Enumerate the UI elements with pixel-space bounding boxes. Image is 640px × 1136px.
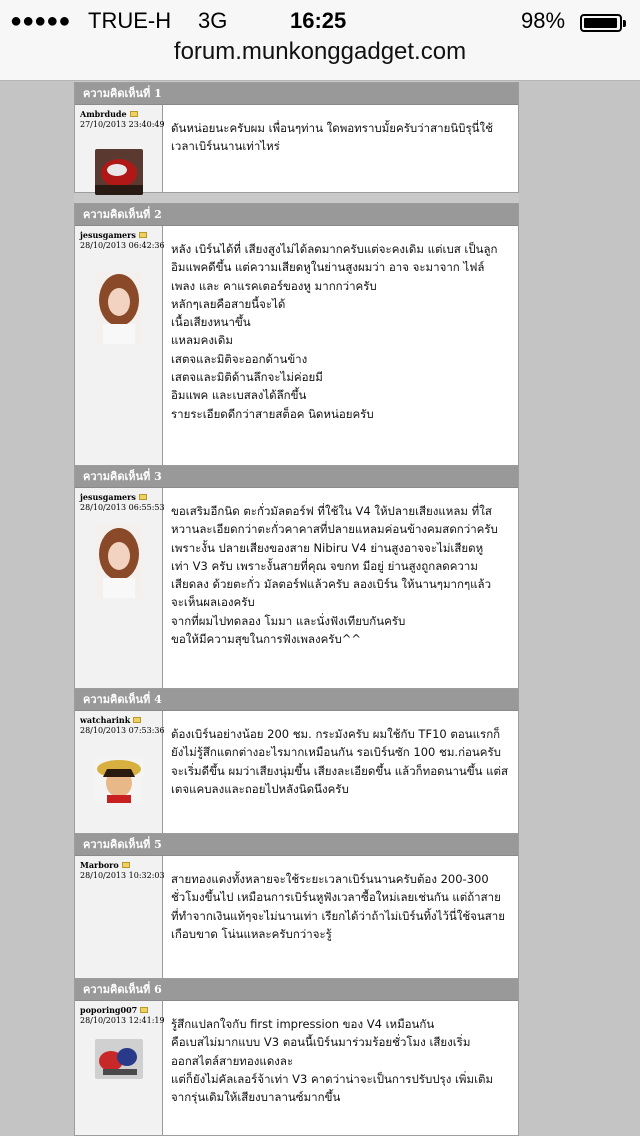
- comment-line: รายระเอียดดีกว่าสายสต็อค นิดหน่อยครับ: [171, 406, 374, 421]
- comment-line: ชั่วโมงขึ้นไป เหมือนการเบิร์นหูฟังเวลาซื้อใหม่เลยเช่นกัน แต่ถ้าสาย: [171, 890, 501, 905]
- comment-date: 27/10/2013 23:40:49: [80, 120, 165, 129]
- comment-line: จากรุ่นเดิมให้เสียงบาลานซ์มากขึ้น: [171, 1090, 341, 1105]
- comment-author-name[interactable]: poporing007: [80, 1005, 138, 1015]
- forum-page: [0, 80, 640, 1136]
- mail-icon[interactable]: [133, 717, 141, 723]
- comment-line: แต่ก็ยังไม่คัลเลอร์จ้าเท่า V3 คาดว่าน่าจะเป็นการปรับปรุง เพิ่มเติม: [171, 1071, 494, 1086]
- comment-line: เตจแคบลงและถอยไปหลังนิดนึงครับ: [171, 781, 349, 796]
- comment-author-name[interactable]: Marboro: [80, 860, 119, 870]
- comment-line: หวานละเอียดกว่าตะกั่วคาคาสที่ปลายแหลมค่อนข้างคมสดกว่าครับ: [171, 522, 498, 537]
- comment-date: 28/10/2013 10:32:03: [80, 871, 165, 880]
- comment-author-name[interactable]: watcharink: [80, 715, 131, 725]
- browser-top-bar: [0, 0, 640, 81]
- comment-line: ที่ทำจากเงินแท้ๆจะไม่นานเท่า เรียกได้ว่าถ้าไม่เบิร์นทิ้งไว้นี่ใช้จนสาย: [171, 908, 505, 923]
- comment-line: จะเห็นผลเองครับ: [171, 595, 255, 610]
- comment-author-panel: [75, 1001, 163, 1135]
- comment-line: เพราะงั้น ปลายเสียงของสาย Nibiru V4 ย่านสูงอาจจะไม่เสียดหู: [171, 540, 484, 555]
- status-time: 16:25: [290, 8, 347, 33]
- comment-author-name[interactable]: Ambrdude: [80, 109, 127, 119]
- comment-text: [163, 1001, 518, 1135]
- comment-6: [74, 978, 519, 1136]
- status-bar: [0, 6, 640, 36]
- url-bar[interactable]: forum.munkonggadget.com: [173, 38, 467, 65]
- comment-line: เท่า V3 ครับ เพราะงั้นสายที่คุณ จขกท มีอยู่ ย่านสูงถูกลดความ: [171, 558, 478, 573]
- comment-line: ยังไม่รู้สึกแตกต่างอะไรมากเหมือนกัน รอเบิร์นซัก 100 ชม.ก่อนครับ: [171, 745, 501, 760]
- mail-icon[interactable]: [140, 1007, 148, 1013]
- comment-line: หลัง เบิร์นได้ที่ เสียงสูงไม่ได้ลดมากครับแต่จะคงเดิม แต่เบส เป็นลูก: [171, 242, 498, 256]
- mail-icon[interactable]: [139, 232, 147, 238]
- comment-line: เนื้อเสียงหนาขึ้น: [171, 315, 251, 330]
- avatar[interactable]: [95, 1039, 143, 1079]
- comment-line: ต้องเบิร์นอย่างน้อย 200 ชม. กระมังครับ ผมใช้กับ TF10 ตอนแรกก็: [171, 727, 501, 741]
- comment-line: รู้สึกแปลกใจกับ first impression ของ V4 เหมือนกัน: [171, 1017, 435, 1031]
- comment-line: ออกสไตล์สายทองแดงละ: [171, 1053, 294, 1068]
- comment-line: ดันหน่อยนะครับผม เพื่อนๆท่าน ใดพอทราบมั้ยครับว่าสายนิบิรุนี่ใช้: [171, 121, 493, 135]
- right-margin: [519, 80, 640, 1136]
- comment-line: สายทองแดงทั้งหลายจะใช้ระยะเวลาเบิร์นนานครับต้อง 200-300: [171, 872, 489, 886]
- signal-strength-icon: ●●●●●: [10, 10, 71, 32]
- comment-line: เสตจและมิติด้านลึกจะไม่ค่อยมี: [171, 370, 323, 385]
- comment-author-panel: [75, 105, 163, 192]
- comment-line: ขอเสริมอีกนิด ตะกั่วมัลตอร์ฟ ที่ใช้ใน V4 ให้ปลายเสียงแหลม ที่ใส: [171, 504, 492, 518]
- comment-author-name[interactable]: jesusgamers: [80, 230, 136, 240]
- battery-percent: 98%: [521, 8, 566, 33]
- comment-date: 28/10/2013 06:55:53: [80, 503, 165, 512]
- comment-date: 28/10/2013 12:41:19: [80, 1016, 165, 1025]
- avatar[interactable]: [95, 149, 143, 195]
- avatar[interactable]: [95, 526, 143, 598]
- comment-line: เวลาเบิร์นนานเท่าไหร่: [171, 139, 280, 154]
- comment-line: ขอให้มีความสุขในการฟังเพลงครับ^^: [171, 632, 362, 647]
- comment-header: ความคิดเห็นที่ 2: [75, 204, 518, 226]
- comment-line: อิมแพค และเบสลงได้ลึกขึ้น: [171, 388, 307, 403]
- network-type: 3G: [198, 8, 228, 33]
- mail-icon[interactable]: [139, 494, 147, 500]
- mail-icon[interactable]: [122, 862, 130, 868]
- comment-line: เพลง และ คาแรคเตอร์ของหู มากกว่าครับ: [171, 278, 377, 293]
- comment-header: ความคิดเห็นที่ 4: [75, 689, 518, 711]
- comment-line: อิมแพคดีขึ้น แต่ความเสียดหูในย่านสูงผมว่า อาจ จะมาจาก ไฟล์: [171, 260, 485, 275]
- comment-line: หลักๆเลยคือสายนี้จะได้: [171, 296, 286, 311]
- comment-line: เกือบขาด โน่นแหละครับกว่าจะรู้: [171, 926, 332, 941]
- comment-author-name[interactable]: jesusgamers: [80, 492, 136, 502]
- carrier-name: TRUE-H: [88, 8, 172, 33]
- comment-text: [163, 105, 518, 192]
- comment-header: ความคิดเห็นที่ 6: [75, 979, 518, 1001]
- comment-line: จะเริ่มดีขึ้น ผมว่าเสียงนุ่มขึ้น เสียงละเอียดขึ้น แล้วก็ทอดนานขึ้น แต่ส: [171, 763, 509, 778]
- avatar[interactable]: [95, 272, 143, 344]
- avatar[interactable]: [95, 757, 143, 803]
- comment-line: แหลมคงเดิม: [171, 333, 233, 348]
- comment-line: จากที่ผมไปทดลอง โมมา และนั่งฟังเทียบกันครับ: [171, 613, 406, 628]
- comment-date: 28/10/2013 06:42:36: [80, 241, 165, 250]
- left-margin: [0, 80, 74, 1136]
- comment-1: [74, 82, 519, 193]
- comment-line: เสียดลง ด้วยตะกั่ว มัลตอร์ฟแล้วครับ ลองเบิร์น ให้นานๆมากๆแล้ว: [171, 577, 492, 592]
- comment-header: ความคิดเห็นที่ 1: [75, 83, 518, 105]
- comment-line: เสตจและมิติจะออกด้านข้าง: [171, 351, 308, 366]
- comment-header: ความคิดเห็นที่ 3: [75, 466, 518, 488]
- battery-icon: [580, 14, 622, 32]
- comment-line: คือเบสไม่มากแบบ V3 ตอนนี้เบิร์นมาร่วมร้อยชั่วโมง เสียงเริ่ม: [171, 1035, 471, 1050]
- mail-icon[interactable]: [130, 111, 138, 117]
- comment-header: ความคิดเห็นที่ 5: [75, 834, 518, 856]
- comment-date: 28/10/2013 07:53:36: [80, 726, 165, 735]
